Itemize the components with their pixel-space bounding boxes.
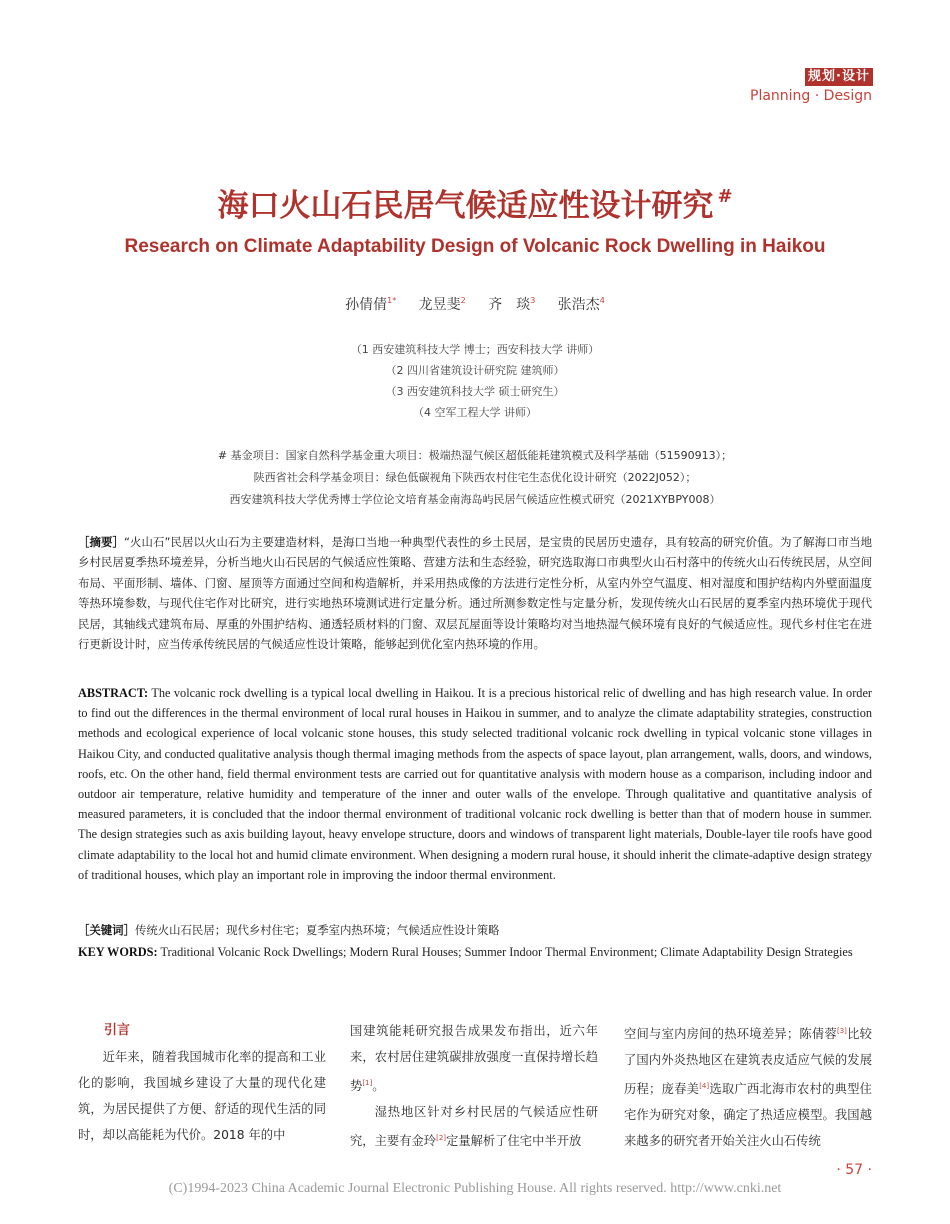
- affiliation: （1 西安建筑科技大学 博士；西安科技大学 讲师）: [350, 343, 600, 356]
- funding-line: # 基金项目：国家自然科学基金重大项目：极端热湿气候区超低能耗建筑模式及科学基础（51590913）；: [217, 449, 733, 462]
- abstract-cn: [78, 532, 872, 654]
- body-paragraph: 空间与室内房间的热环境差异；陈倩蓉[3]比较了国内外炎热地区在建筑表皮适应气候的发展历程；庞春美[4]选取广西北海市农村的典型住宅作为研究对象，确定了热适应模型。我国越来越多的研究者开始关注火山石传统: [624, 1027, 872, 1148]
- citation-ref[interactable]: [2]: [436, 1134, 447, 1142]
- citation-ref[interactable]: [4]: [699, 1082, 710, 1090]
- author-list: [0, 294, 950, 314]
- body-paragraph: 湿热地区针对乡村民居的气候适应性研究，主要有金玲[2]定量解析了住宅中半开放: [350, 1105, 598, 1148]
- citation-ref[interactable]: [3]: [837, 1027, 847, 1035]
- keywords-en-label: KEY WORDS:: [78, 945, 158, 959]
- funding-line: 西安建筑科技大学优秀博士学位论文培育基金南海岛屿民居气候适应性模式研究（2021XYBPY008）: [229, 493, 721, 506]
- affiliation: （4 空军工程大学 讲师）: [413, 406, 537, 419]
- keywords-cn-text: 传统火山石民居；现代乡村住宅；夏季室内热环境；气候适应性设计策略: [134, 923, 500, 937]
- citation-ref[interactable]: [1]: [362, 1079, 373, 1087]
- author: 孙倩倩$^{1*}$: [345, 296, 397, 313]
- keywords-cn-label: ［关键词］: [78, 923, 135, 937]
- keywords-en: [78, 942, 872, 962]
- body-column-3: [624, 1018, 872, 1154]
- body-column-2: [350, 1018, 598, 1154]
- title-cn-text: 海口火山石民居气候适应性设计研究: [217, 188, 714, 224]
- funding-line: 陕西省社会科学基金项目：绿色低碳视角下陕西农村住宅生态优化设计研究（2022J052）；: [253, 471, 697, 484]
- title-fund-mark: #: [717, 186, 733, 207]
- body-paragraph: 近年来，随着我国城市化率的提高和工业化的影响，我国城乡建设了大量的现代化建筑，为居民提供了方便、舒适的现代生活的同时，却以高能耗为代价。2018 年的中: [78, 1050, 326, 1142]
- abstract-en: [78, 683, 872, 885]
- affiliation: （3 西安建筑科技大学 硕士研究生）: [385, 385, 565, 398]
- affiliation: （2 四川省建筑设计研究院 建筑师）: [385, 364, 565, 377]
- author: 张浩杰$^4$: [557, 296, 605, 313]
- body-column-1: [78, 1018, 326, 1148]
- abstract-cn-text: “火山石”民居以火山石为主要建造材料，是海口当地一种典型代表性的乡土民居，是宝贵的民居历史遗存，具有较高的研究价值。为了解海口市当地乡村民居夏季热环境差异，分析当地火山石民居的气候适应性策略、营建方法和生态经验，研究选取海口市典型火山石村落中的传统火山石传统民居，从空间布局、平面形制、墙体、门窗、屋顶等方面通过空间和构造解析，并采用热成像的方法进行定性分析，从室内外空气温度、相对湿度和围护结构内外壁面温度等热环境参数，与现代住宅作对比研究，进行实地热环境测试进行定量分析。通过所测参数定性与定量分析，发现传统火山石民居的夏季室内热环境优于现代民居，其轴线式建筑布局、厚重的外围护结构、通透轻质材料的门窗、双层瓦屋面等设计策略均对当地热湿气候环境有良好的气候适应性。现代乡村住宅在进行更新设计时，应当传承传统民居的气候适应性设计策略，能够起到优化室内热环境的作用。: [78, 535, 872, 652]
- title-cn: [0, 180, 950, 225]
- intro-heading: 引言: [104, 1023, 131, 1038]
- copyright-footer: (C)1994-2023 China Academic Journal Electronic Publishing House. All rights reserved. http://www.cnki.net: [168, 1181, 782, 1196]
- abstract-cn-label: ［摘要］: [78, 535, 125, 549]
- page-number: · 57 ·: [836, 1162, 872, 1178]
- abstract-en-label: ABSTRACT:: [78, 686, 149, 700]
- keywords-cn: [78, 920, 872, 940]
- body-paragraph: 国建筑能耗研究报告成果发布指出，近六年来，农村居住建筑碳排放强度一直保持增长趋势[1]。: [350, 1024, 598, 1093]
- abstract-en-text: The volcanic rock dwelling is a typical local dwelling in Haikou. It is a precious historical relic of dwelling and has high research value. In order to find out the differences in the thermal environment of local rural houses in Haikou in summer, and to analyze the climate adaptability strategies, construction methods and ecological experience of local volcanic stone houses, this study selected traditional volcanic rock dwelling in typical volcanic stone villages in Haikou City, and conducted qualitative analysis though thermal imaging methods from the aspects of space layout, plan arrangement, walls, doors, and windows, roofs, etc. On the other hand, field thermal environment tests are carried out for quantitative analysis with modern house as a comparison, including indoor and outdoor air temperature, relative humidity and temperature of the inner and outer walls of the envelope. Through qualitative and quantitative analysis of measured parameters, it is concluded that the indoor thermal environment of traditional volcanic rock dwelling is better than that of modern house in summer. The design strategies such as axis building layout, heavy envelope structure, doors and windows of transparent light materials, Double-layer tile roofs have good climate adaptability to the local hot and humid climate environment. When designing a modern rural house, it should inherit the climate-adaptive design strategy of traditional houses, which play an important role in improving the indoor thermal environment.: [78, 686, 872, 882]
- title-en: Research on Climate Adaptability Design of Volcanic Rock Dwelling in Haikou: [124, 236, 826, 257]
- section-label-en: Planning · Design: [750, 88, 872, 104]
- section-badge: 规划·设计: [805, 68, 873, 86]
- author: 齐 琰$^3$: [488, 296, 536, 313]
- author: 龙昱斐$^2$: [418, 296, 466, 313]
- keywords-en-text: Traditional Volcanic Rock Dwellings; Modern Rural Houses; Summer Indoor Thermal Environment; Climate Adaptability Design Strategies: [160, 945, 853, 959]
